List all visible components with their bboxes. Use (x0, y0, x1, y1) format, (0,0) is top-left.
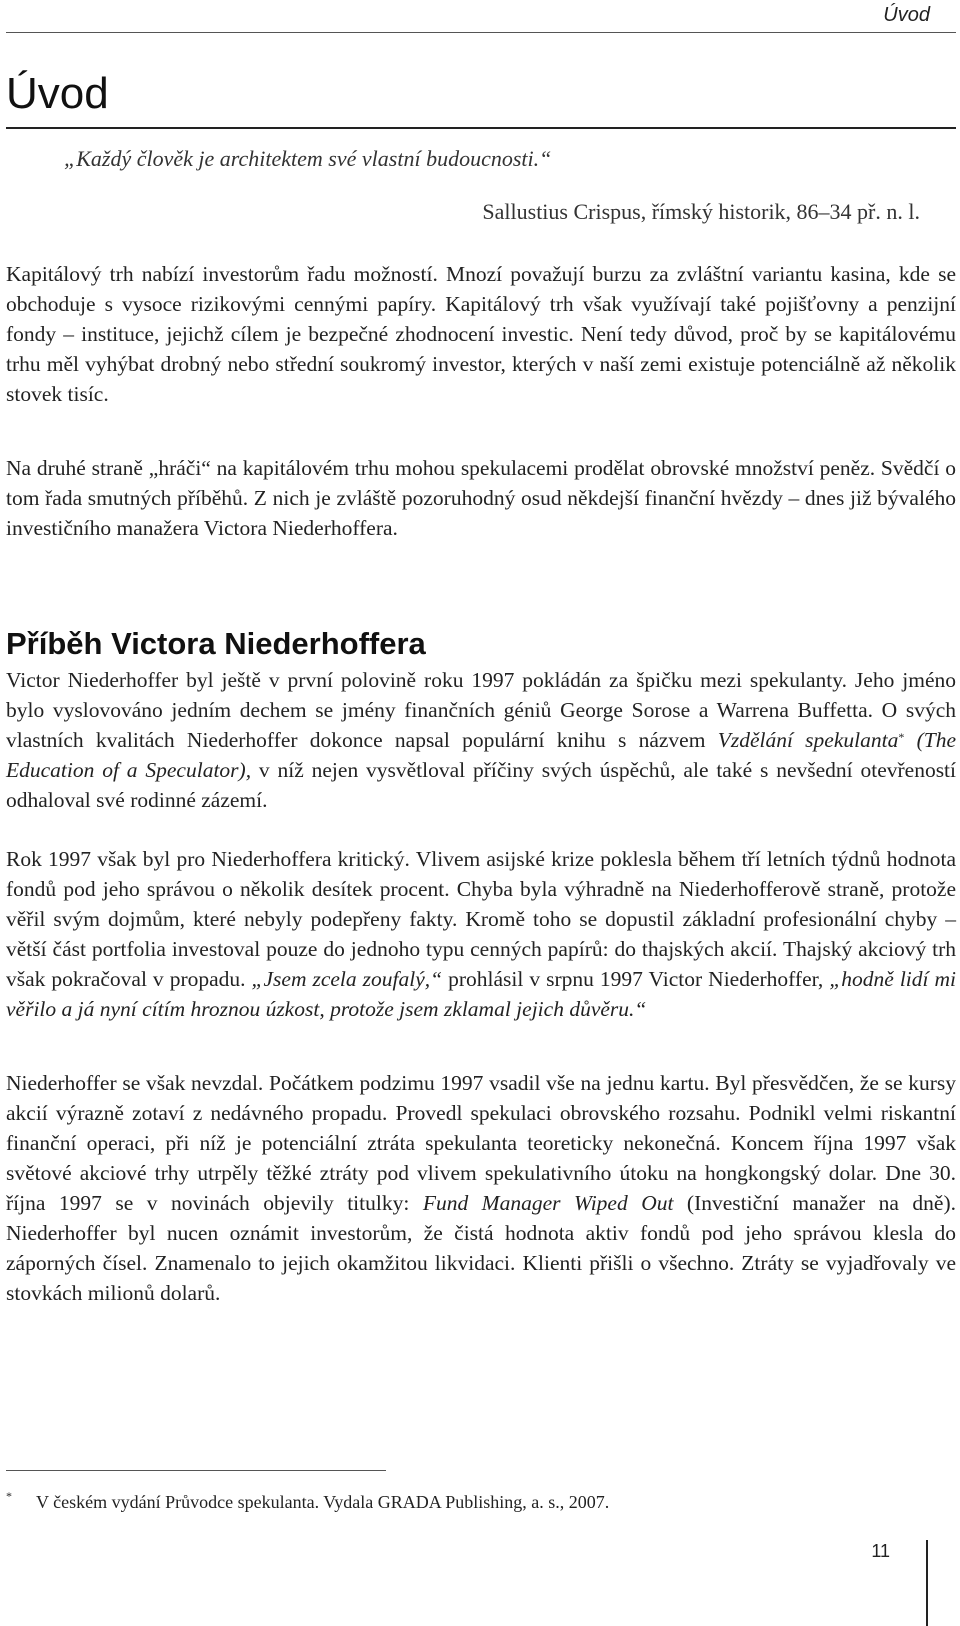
page-number-rule (926, 1540, 928, 1626)
header-rule (6, 32, 956, 33)
p3-text-b: (Investiční manažer na dně). Niederhoffer byl nucen oznámit investorům, že čistá hodnota aktiv fondů pod jeho správou klesla do záporných čísel. Znamenalo to jejich okamžitou likvidaci. Klienti přišli o všechno. Ztráty se vyjadřovaly ve stovkách milionů dolarů. (6, 1191, 956, 1305)
p2-text-b: prohlásil v srpnu 1997 Victor Niederhoffer, (442, 967, 830, 991)
intro-paragraph-1: Kapitálový trh nabízí investorům řadu možností. Mnozí považují burzu za zvláštní variantu kasina, kde se obchoduje s vysoce rizikovými cennými papíry. Kapitálový trh však využívají také pojišťovny a penzijní fondy – instituce, jejichž cílem je bezpečné zhodnocení investic. Není tedy důvod, proč by se kapitálovému trhu měl vyhýbat drobný nebo střední soukromý investor, kterých v naší zemi existuje potenciálně až několik stovek tisíc. (6, 262, 956, 406)
p3-text-a: Niederhoffer se však nevzdal. Počátkem podzimu 1997 vsadil vše na jednu kartu. Byl přesvědčen, že se kursy akcií výrazně zotaví z nedávného propadu. Provedl spekulaci obrovského rozsahu. Podnikl velmi riskantní finanční operaci, při níž je potenciální ztráta spekulanta teoreticky nekonečná. Koncem října 1997 však světové akciové trhy utrpěly těžké ztráty pod vlivem spekulativního útoku na hongkongský dolar. Dne 30. října 1997 se v novinách objevily titulky: (6, 1071, 956, 1215)
p1-text-a: Victor Niederhoffer byl ještě v první polovině roku 1997 pokládán za špičku mezi spekulanty. Jeho jméno bylo vyslovováno jedním dechem se jmény finančních géniů George Sorose a Warrena Buffetta. O svých vlastních kvalitách Niederhoffer dokonce napsal populární knihu s názvem (6, 668, 956, 752)
section-paragraph-1 (6, 665, 956, 815)
epigraph-quote: „Každý člověk je architektem své vlastní budoucnosti.“ (64, 146, 552, 171)
p2-text-a: Rok 1997 však byl pro Niederhoffera kritický. Vlivem asijské krize poklesla během tří letních týdnů hodnota fondů pod jeho správou o několik desítek procent. Chyba byla výhradně na Niederhofferově straně, protože věřil svým dojmům, které nebyly podepřeny fakty. Kromě toho se dopustil základní profesionální chyby – větší část portfolia investoval pouze do jednoho typu cenných papírů: do thajských akcií. Thajský akciový trh však pokračoval v propadu. (6, 847, 956, 991)
footnote (6, 1489, 610, 1513)
book-title-english: (The Education of a Speculator), (6, 728, 957, 782)
quote-1: „Jsem zcela zoufalý,“ (251, 967, 443, 991)
section-paragraph-3 (6, 1068, 956, 1308)
section-paragraph-2 (6, 844, 956, 1024)
footnote-rule (6, 1470, 386, 1471)
footnote-text: V českém vydání Průvodce spekulanta. Vydala GRADA Publishing, a. s., 2007. (36, 1492, 610, 1512)
epigraph-attribution: Sallustius Crispus, římský historik, 86–34 př. n. l. (482, 199, 920, 224)
chapter-title: Úvod (6, 69, 109, 118)
page-number: 11 (871, 1541, 890, 1561)
p1-text-b: v níž nejen vysvětloval příčiny svých úspěchů, ale také s nevšední otevřeností odhaloval své rodinné zázemí. (6, 758, 957, 812)
newspaper-headline: Fund Manager Wiped Out (422, 1191, 674, 1215)
section-heading: Příběh Victora Niederhoffera (6, 626, 426, 661)
running-head: Úvod (883, 4, 930, 26)
footnote-mark: * (6, 1489, 12, 1503)
quote-2: „hodně lidí mi věřilo a já nyní cítím hroznou úzkost, protože jsem zklamal jejich důvěru.“ (6, 967, 957, 1021)
title-rule (6, 127, 956, 129)
intro-paragraph-2: Na druhé straně „hráči“ na kapitálovém trhu mohou spekulacemi prodělat obrovské množství peněz. Svědčí o tom řada smutných příběhů. Z nich je zvláště pozoruhodný osud někdejší finanční hvězdy – dnes již bývalého investičního manažera Victora Niederhoffera. (6, 456, 956, 540)
footnote-reference: * (898, 730, 905, 744)
book-title: Vzdělání spekulanta (717, 728, 899, 752)
